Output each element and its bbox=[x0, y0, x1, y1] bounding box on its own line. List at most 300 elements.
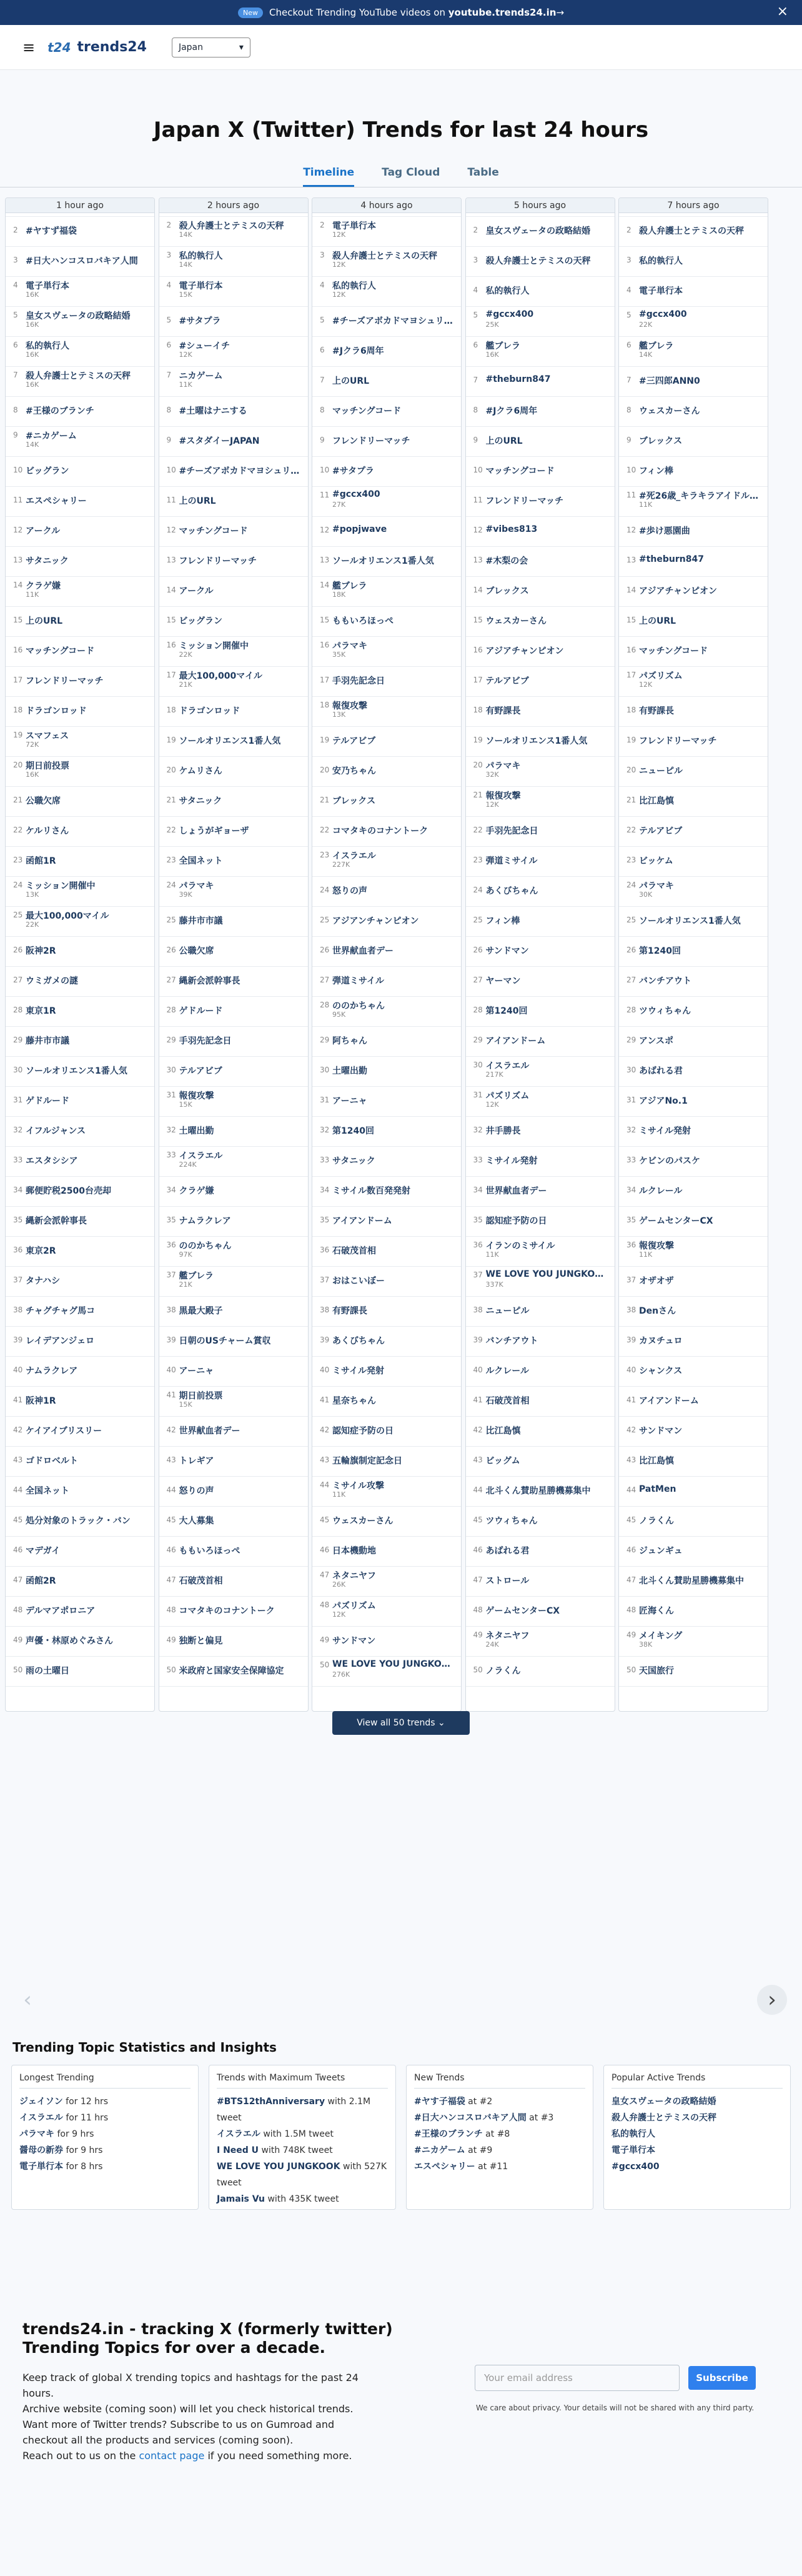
trend-link[interactable]: #死26歳_キラキラアイドル… bbox=[639, 491, 758, 501]
list-item[interactable] bbox=[159, 1057, 308, 1087]
list-item[interactable] bbox=[159, 1117, 308, 1147]
list-item[interactable] bbox=[6, 367, 154, 397]
trend-link[interactable]: #Jクラ6周年 bbox=[332, 346, 384, 356]
trend-link[interactable]: テルアビブ bbox=[332, 736, 376, 746]
trend-link[interactable]: パズリズム bbox=[485, 1091, 530, 1101]
trend-link[interactable]: バンチアウト bbox=[639, 976, 691, 986]
list-item[interactable] bbox=[159, 847, 308, 877]
trend-link[interactable]: ミッション開催中 bbox=[179, 641, 249, 651]
list-item[interactable] bbox=[159, 1417, 308, 1447]
trend-link[interactable]: ケイアイブリスリー bbox=[26, 1426, 102, 1436]
trend-link[interactable]: ナムラクレア bbox=[26, 1366, 78, 1376]
list-item[interactable] bbox=[466, 787, 615, 817]
list-item[interactable] bbox=[466, 1177, 615, 1207]
trend-link[interactable]: クラゲ嫌 bbox=[26, 581, 61, 591]
list-item[interactable] bbox=[6, 1177, 154, 1207]
trend-link[interactable]: #popjwave bbox=[332, 524, 387, 534]
stat-line[interactable]: イスラエル for 11 hrs bbox=[19, 2113, 109, 2123]
trend-link[interactable]: 縄新会派幹事長 bbox=[26, 1216, 87, 1226]
list-item[interactable] bbox=[466, 997, 615, 1027]
list-item[interactable] bbox=[159, 787, 308, 817]
trend-link[interactable]: アジアチャンピオン bbox=[639, 586, 718, 596]
trend-link[interactable]: #チーズアボカドマヨシュリ… bbox=[332, 316, 453, 326]
trend-link[interactable]: 殺人弁護士とテミスの天秤 bbox=[485, 256, 591, 266]
trend-link[interactable]: #theburn847 bbox=[639, 554, 704, 564]
list-item[interactable] bbox=[619, 1207, 768, 1237]
trend-link[interactable]: 石破茂首相 bbox=[485, 1396, 530, 1406]
trend-link[interactable]: ウェスカーさん bbox=[485, 616, 547, 626]
trend-link[interactable]: ソールオリエンス1番人気 bbox=[639, 916, 741, 926]
trend-link[interactable]: トレギア bbox=[179, 1456, 214, 1466]
list-item[interactable] bbox=[6, 697, 154, 727]
list-item[interactable] bbox=[312, 1147, 461, 1177]
trend-link[interactable]: マデガイ bbox=[26, 1546, 61, 1556]
list-item[interactable] bbox=[466, 757, 615, 787]
list-item[interactable] bbox=[312, 1537, 461, 1567]
list-item[interactable] bbox=[619, 907, 768, 937]
trend-link[interactable]: サタニック bbox=[332, 1156, 375, 1166]
list-item[interactable] bbox=[619, 1567, 768, 1597]
list-item[interactable] bbox=[6, 1267, 154, 1297]
trend-link[interactable]: ノラくん bbox=[639, 1516, 674, 1526]
trend-link[interactable]: アイアンドーム bbox=[332, 1216, 392, 1226]
list-item[interactable] bbox=[159, 1177, 308, 1207]
list-item[interactable] bbox=[466, 1087, 615, 1117]
prev-arrow-icon[interactable]: ‹ bbox=[23, 1987, 32, 2012]
trend-link[interactable]: 藤井市市議 bbox=[179, 916, 223, 926]
trend-link[interactable]: 全国ネット bbox=[26, 1486, 69, 1496]
stat-line[interactable]: #王様のブランチ at #8 bbox=[414, 2129, 510, 2139]
trend-link[interactable]: 有野課長 bbox=[332, 1306, 367, 1316]
trend-link[interactable]: ミサイル発射 bbox=[332, 1366, 385, 1376]
trend-link[interactable]: あくびちゃん bbox=[332, 1336, 385, 1346]
trend-link[interactable]: 第1240回 bbox=[639, 946, 681, 956]
list-item[interactable] bbox=[619, 607, 768, 637]
trend-link[interactable]: 私的執行人 bbox=[26, 341, 69, 351]
list-item[interactable] bbox=[619, 517, 768, 547]
trend-link[interactable]: 殺人弁護士とテミスの天秤 bbox=[26, 371, 131, 381]
trend-link[interactable]: マッチングコード bbox=[639, 646, 708, 656]
list-item[interactable] bbox=[159, 1357, 308, 1387]
list-item[interactable] bbox=[6, 277, 154, 307]
list-item[interactable] bbox=[312, 817, 461, 847]
trend-link[interactable]: ビッグム bbox=[485, 1456, 520, 1466]
list-item[interactable] bbox=[466, 247, 615, 277]
list-item[interactable] bbox=[6, 1417, 154, 1447]
trend-link[interactable]: 期日前投票 bbox=[26, 761, 69, 771]
list-item[interactable] bbox=[619, 1507, 768, 1537]
trend-link[interactable]: あばれる君 bbox=[639, 1066, 683, 1076]
trend-link[interactable]: ルクレール bbox=[485, 1366, 529, 1376]
list-item[interactable] bbox=[6, 1057, 154, 1087]
trend-link[interactable]: アイアンドーム bbox=[485, 1036, 546, 1046]
stat-line[interactable]: #日大ハンコスロバキア人間 at #3 bbox=[414, 2113, 554, 2123]
stat-line[interactable]: I Need U with 748K tweet bbox=[217, 2145, 333, 2155]
trend-link[interactable]: ゲドルード bbox=[179, 1006, 223, 1016]
trend-link[interactable]: ジュンギュ bbox=[639, 1546, 683, 1556]
list-item[interactable] bbox=[619, 757, 768, 787]
list-item[interactable] bbox=[466, 1267, 615, 1297]
trend-link[interactable]: フィン棒 bbox=[485, 916, 520, 926]
trend-link[interactable]: 石破茂首相 bbox=[332, 1246, 376, 1256]
trend-link[interactable]: レイデアンジェロ bbox=[26, 1336, 95, 1346]
stat-line[interactable]: 殺人弁護士とテミスの天秤 bbox=[611, 2113, 716, 2123]
stat-line[interactable]: パラマキ for 9 hrs bbox=[19, 2129, 94, 2139]
trend-link[interactable]: 安乃ちゃん bbox=[332, 766, 376, 776]
trend-link[interactable]: #ニカゲーム bbox=[26, 431, 77, 441]
trend-link[interactable]: 弾道ミサイル bbox=[332, 976, 385, 986]
trend-link[interactable]: カヌチュロ bbox=[639, 1336, 683, 1346]
list-item[interactable] bbox=[466, 1447, 615, 1477]
close-icon[interactable]: × bbox=[776, 4, 788, 19]
list-item[interactable] bbox=[6, 757, 154, 787]
trend-link[interactable]: パズリズム bbox=[332, 1601, 376, 1611]
tab-table[interactable]: Table bbox=[467, 166, 499, 179]
trend-link[interactable]: ノラくん bbox=[485, 1666, 521, 1676]
trend-link[interactable]: 大人募集 bbox=[179, 1516, 214, 1526]
list-item[interactable] bbox=[6, 337, 154, 367]
trend-link[interactable]: サンドマン bbox=[485, 946, 529, 956]
list-item[interactable] bbox=[619, 427, 768, 457]
trend-link[interactable]: パラマキ bbox=[179, 881, 214, 891]
list-item[interactable] bbox=[466, 727, 615, 757]
list-item[interactable] bbox=[466, 1537, 615, 1567]
list-item[interactable] bbox=[466, 307, 615, 337]
trend-link[interactable]: 日朝のUSチャーム賞収 bbox=[179, 1336, 271, 1346]
list-item[interactable] bbox=[619, 1387, 768, 1417]
list-item[interactable] bbox=[6, 1537, 154, 1567]
list-item[interactable] bbox=[6, 877, 154, 907]
list-item[interactable] bbox=[159, 1147, 308, 1177]
trend-link[interactable]: ナムラクレア bbox=[179, 1216, 231, 1226]
trend-link[interactable]: 阪神2R bbox=[26, 946, 56, 956]
list-item[interactable] bbox=[159, 637, 308, 667]
trend-link[interactable]: ネタニヤフ bbox=[332, 1571, 376, 1581]
trend-link[interactable]: ゲドルード bbox=[26, 1096, 69, 1106]
trend-link[interactable]: #vibes813 bbox=[485, 524, 538, 534]
trend-link[interactable]: 報復攻撃 bbox=[332, 701, 367, 711]
list-item[interactable] bbox=[466, 637, 615, 667]
trend-link[interactable]: パラマキ bbox=[639, 881, 674, 891]
list-item[interactable] bbox=[159, 547, 308, 577]
trend-link[interactable]: ニカゲーム bbox=[179, 371, 223, 381]
list-item[interactable] bbox=[312, 547, 461, 577]
trend-link[interactable]: アジアNo.1 bbox=[639, 1096, 688, 1106]
trend-link[interactable]: #日大ハンコスロバキア人間 bbox=[26, 256, 138, 266]
list-item[interactable] bbox=[312, 1477, 461, 1507]
trend-link[interactable]: ドラゴンロッド bbox=[26, 706, 87, 716]
list-item[interactable] bbox=[466, 487, 615, 517]
list-item[interactable] bbox=[466, 877, 615, 907]
trend-link[interactable]: サンドマン bbox=[332, 1636, 376, 1646]
trend-link[interactable]: フレンドリーマッチ bbox=[179, 556, 257, 566]
trend-link[interactable]: ニューピル bbox=[639, 766, 683, 776]
trend-link[interactable]: ビッケム bbox=[639, 856, 673, 866]
trend-link[interactable]: ソールオリエンス1番人気 bbox=[332, 556, 434, 566]
list-item[interactable] bbox=[159, 997, 308, 1027]
trend-link[interactable]: 上のURL bbox=[639, 616, 676, 626]
list-item[interactable] bbox=[619, 367, 768, 397]
list-item[interactable] bbox=[159, 277, 308, 307]
list-item[interactable] bbox=[159, 1657, 308, 1687]
list-item[interactable] bbox=[312, 1507, 461, 1537]
list-item[interactable] bbox=[312, 487, 461, 517]
list-item[interactable] bbox=[312, 787, 461, 817]
trend-link[interactable]: 世界献血者デー bbox=[332, 946, 394, 956]
list-item[interactable] bbox=[6, 1087, 154, 1117]
list-item[interactable] bbox=[6, 967, 154, 997]
list-item[interactable] bbox=[312, 457, 461, 487]
list-item[interactable] bbox=[6, 1297, 154, 1327]
list-item[interactable] bbox=[6, 667, 154, 697]
trend-link[interactable]: 報復攻撃 bbox=[179, 1091, 214, 1101]
trend-link[interactable]: 米政府と国家安全保障協定 bbox=[179, 1666, 284, 1676]
list-item[interactable] bbox=[466, 667, 615, 697]
list-item[interactable] bbox=[312, 1447, 461, 1477]
list-item[interactable] bbox=[466, 967, 615, 997]
trend-link[interactable]: ゲームセンターCX bbox=[485, 1606, 560, 1616]
trend-link[interactable]: 弾道ミサイル bbox=[485, 856, 538, 866]
stat-line[interactable]: ジェイソン for 12 hrs bbox=[19, 2097, 109, 2107]
trend-link[interactable]: アークル bbox=[26, 526, 61, 536]
trend-link[interactable]: ツウィちゃん bbox=[485, 1516, 538, 1526]
trend-link[interactable]: 手羽先記念日 bbox=[485, 826, 538, 836]
trend-link[interactable]: #土曜はナニする bbox=[179, 406, 247, 416]
list-item[interactable] bbox=[619, 397, 768, 427]
list-item[interactable] bbox=[466, 907, 615, 937]
list-item[interactable] bbox=[6, 1477, 154, 1507]
site-logo[interactable]: t24 trends24 bbox=[47, 39, 147, 55]
trend-link[interactable]: パラマキ bbox=[485, 761, 521, 771]
trend-link[interactable]: ミサイル攻撃 bbox=[332, 1481, 385, 1491]
trend-link[interactable]: イスラエル bbox=[179, 1151, 223, 1161]
trend-link[interactable]: クラゲ嫌 bbox=[179, 1186, 214, 1196]
trend-link[interactable]: 殺人弁護士とテミスの天秤 bbox=[179, 221, 284, 231]
trend-link[interactable]: 函館1R bbox=[26, 856, 56, 866]
list-item[interactable] bbox=[6, 727, 154, 757]
list-item[interactable] bbox=[312, 367, 461, 397]
list-item[interactable] bbox=[312, 1567, 461, 1597]
list-item[interactable] bbox=[159, 1027, 308, 1057]
trend-link[interactable]: ビッグラン bbox=[26, 466, 69, 476]
trend-link[interactable]: 土曜出勤 bbox=[179, 1126, 214, 1136]
trend-link[interactable]: #theburn847 bbox=[485, 374, 551, 384]
list-item[interactable] bbox=[466, 1657, 615, 1687]
trend-link[interactable]: ケムリさん bbox=[179, 766, 222, 776]
list-item[interactable] bbox=[312, 967, 461, 997]
list-item[interactable] bbox=[619, 1027, 768, 1057]
stat-line[interactable]: WE LOVE YOU JUNGKOOK with 527K tweet bbox=[217, 2162, 387, 2188]
trend-link[interactable]: 公職欠席 bbox=[26, 796, 61, 806]
list-item[interactable] bbox=[159, 1567, 308, 1597]
list-item[interactable] bbox=[159, 1537, 308, 1567]
trend-link[interactable]: 認知症予防の日 bbox=[485, 1216, 547, 1226]
trend-link[interactable]: 縄新会派幹事長 bbox=[179, 976, 240, 986]
list-item[interactable] bbox=[6, 577, 154, 607]
list-item[interactable] bbox=[619, 457, 768, 487]
trend-link[interactable]: 認知症予防の日 bbox=[332, 1426, 394, 1436]
banner-text[interactable]: Checkout Trending YouTube videos on youtube.trends24.in→ bbox=[269, 7, 565, 18]
list-item[interactable] bbox=[6, 637, 154, 667]
trend-link[interactable]: 北斗くん賛助星勝機募集中 bbox=[485, 1486, 591, 1496]
trend-link[interactable]: テルアビブ bbox=[639, 826, 683, 836]
trend-link[interactable]: アジアンチャンピオン bbox=[332, 916, 419, 926]
trend-link[interactable]: #gccx400 bbox=[332, 489, 380, 499]
list-item[interactable] bbox=[159, 457, 308, 487]
list-item[interactable] bbox=[159, 1387, 308, 1417]
trend-link[interactable]: 電子単行本 bbox=[639, 286, 683, 296]
trend-link[interactable]: エスペシャリー bbox=[26, 496, 87, 506]
list-item[interactable] bbox=[6, 1207, 154, 1237]
trend-link[interactable]: WE LOVE YOU JUNGKO… bbox=[485, 1269, 604, 1279]
trend-link[interactable]: 五輪旗制定記念日 bbox=[332, 1456, 402, 1466]
trend-link[interactable]: 土曜出勤 bbox=[332, 1066, 367, 1076]
list-item[interactable] bbox=[619, 1297, 768, 1327]
trend-link[interactable]: ケビンのパスケ bbox=[639, 1156, 700, 1166]
trend-link[interactable]: イスラエル bbox=[332, 851, 376, 861]
list-item[interactable] bbox=[6, 397, 154, 427]
list-item[interactable] bbox=[6, 247, 154, 277]
list-item[interactable] bbox=[159, 757, 308, 787]
stat-line[interactable]: イスラエル with 1.5M tweet bbox=[217, 2129, 334, 2139]
list-item[interactable] bbox=[312, 427, 461, 457]
list-item[interactable] bbox=[6, 457, 154, 487]
trend-link[interactable]: 電子単行本 bbox=[332, 221, 376, 231]
trend-link[interactable]: #ヤすず福袋 bbox=[26, 226, 77, 236]
trend-link[interactable]: フレンドリーマッチ bbox=[332, 436, 410, 446]
trend-link[interactable]: イランのミサイル bbox=[485, 1241, 555, 1251]
trend-link[interactable]: ウェスカーさん bbox=[639, 406, 700, 416]
trend-link[interactable]: 艦ブレラ bbox=[639, 341, 674, 351]
list-item[interactable] bbox=[159, 1297, 308, 1327]
list-item[interactable] bbox=[619, 217, 768, 247]
list-item[interactable] bbox=[312, 247, 461, 277]
tab-tag-cloud[interactable]: Tag Cloud bbox=[382, 166, 440, 179]
list-item[interactable] bbox=[466, 1357, 615, 1387]
list-item[interactable] bbox=[466, 1507, 615, 1537]
trend-link[interactable]: 天国旅行 bbox=[639, 1666, 674, 1676]
list-item[interactable] bbox=[312, 1417, 461, 1447]
trend-link[interactable]: あばれる君 bbox=[485, 1546, 530, 1556]
trend-link[interactable]: フレンドリーマッチ bbox=[26, 676, 104, 686]
trend-link[interactable]: しょうがギョーザ bbox=[179, 826, 249, 836]
list-item[interactable] bbox=[312, 877, 461, 907]
trend-link[interactable]: #サタプラ bbox=[179, 316, 221, 326]
trend-link[interactable]: エスタシシア bbox=[26, 1156, 78, 1166]
trend-link[interactable]: ミサイル発射 bbox=[639, 1126, 691, 1136]
list-item[interactable] bbox=[619, 997, 768, 1027]
menu-icon[interactable]: ≡ bbox=[22, 38, 36, 56]
trend-link[interactable]: #三四郎ANN0 bbox=[639, 376, 700, 386]
list-item[interactable] bbox=[159, 1627, 308, 1657]
trend-link[interactable]: #歩け悪園曲 bbox=[639, 526, 690, 536]
list-item[interactable] bbox=[619, 1057, 768, 1087]
trend-link[interactable]: ソールオリエンス1番人気 bbox=[26, 1066, 127, 1076]
stat-line[interactable]: 皇女スヴェータの政略結婚 bbox=[611, 2097, 716, 2107]
list-item[interactable] bbox=[6, 817, 154, 847]
list-item[interactable] bbox=[312, 337, 461, 367]
trend-link[interactable]: ミッション開催中 bbox=[26, 881, 96, 891]
list-item[interactable] bbox=[466, 817, 615, 847]
trend-link[interactable]: ケルリさん bbox=[26, 826, 69, 836]
trend-link[interactable]: ももいろほっぺ bbox=[332, 616, 394, 626]
list-item[interactable] bbox=[619, 307, 768, 337]
list-item[interactable] bbox=[159, 337, 308, 367]
list-item[interactable] bbox=[6, 217, 154, 247]
list-item[interactable] bbox=[466, 1027, 615, 1057]
list-item[interactable] bbox=[466, 517, 615, 547]
list-item[interactable] bbox=[466, 1057, 615, 1087]
trend-link[interactable]: ゴドロベルト bbox=[26, 1456, 78, 1466]
list-item[interactable] bbox=[619, 1657, 768, 1687]
list-item[interactable] bbox=[312, 277, 461, 307]
list-item[interactable] bbox=[619, 1177, 768, 1207]
trend-link[interactable]: ももいろほっぺ bbox=[179, 1546, 240, 1556]
trend-link[interactable]: 殺人弁護士とテミスの天秤 bbox=[639, 226, 744, 236]
list-item[interactable] bbox=[6, 1657, 154, 1687]
list-item[interactable] bbox=[619, 697, 768, 727]
list-item[interactable] bbox=[619, 637, 768, 667]
trend-link[interactable]: 独断と偏見 bbox=[179, 1636, 223, 1646]
list-item[interactable] bbox=[619, 1627, 768, 1657]
list-item[interactable] bbox=[312, 697, 461, 727]
trend-link[interactable]: ブレックス bbox=[639, 436, 683, 446]
list-item[interactable] bbox=[159, 667, 308, 697]
list-item[interactable] bbox=[312, 1057, 461, 1087]
list-item[interactable] bbox=[159, 1447, 308, 1477]
list-item[interactable] bbox=[466, 1237, 615, 1267]
list-item[interactable] bbox=[159, 967, 308, 997]
list-item[interactable] bbox=[159, 877, 308, 907]
list-item[interactable] bbox=[619, 547, 768, 577]
trend-link[interactable]: アンスポ bbox=[639, 1036, 674, 1046]
trend-link[interactable]: ミサイル数百発発射 bbox=[332, 1186, 411, 1196]
list-item[interactable] bbox=[619, 1447, 768, 1477]
list-item[interactable] bbox=[619, 1597, 768, 1627]
list-item[interactable] bbox=[6, 1447, 154, 1477]
trend-link[interactable]: Denさん bbox=[639, 1306, 676, 1316]
list-item[interactable] bbox=[6, 997, 154, 1027]
stat-line[interactable]: #gccx400 bbox=[611, 2162, 660, 2172]
trend-link[interactable]: サタニック bbox=[26, 556, 69, 566]
list-item[interactable] bbox=[159, 427, 308, 457]
trend-link[interactable]: WE LOVE YOU JUNGKO… bbox=[332, 1659, 450, 1669]
stat-line[interactable]: エスペシャリー at #11 bbox=[414, 2162, 508, 2172]
list-item[interactable] bbox=[312, 667, 461, 697]
trend-link[interactable]: ドラゴンロッド bbox=[179, 706, 240, 716]
trend-link[interactable]: サタニック bbox=[179, 796, 222, 806]
trend-link[interactable]: 全国ネット bbox=[179, 856, 223, 866]
trend-link[interactable]: ののかちゃん bbox=[179, 1241, 232, 1251]
trend-link[interactable]: ソールオリエンス1番人気 bbox=[485, 736, 588, 746]
list-item[interactable] bbox=[312, 1657, 461, 1687]
list-item[interactable] bbox=[619, 937, 768, 967]
next-arrow-icon[interactable]: › bbox=[757, 1985, 787, 2015]
list-item[interactable] bbox=[466, 1387, 615, 1417]
trend-link[interactable]: フィン棒 bbox=[639, 466, 673, 476]
tab-timeline[interactable]: Timeline bbox=[303, 166, 354, 187]
trend-link[interactable]: 上のURL bbox=[332, 376, 370, 386]
trend-link[interactable]: あくびちゃん bbox=[485, 886, 538, 896]
trend-link[interactable]: 比江島慎 bbox=[639, 796, 674, 806]
trend-link[interactable]: 郵便貯税2500台売却 bbox=[26, 1186, 111, 1196]
trend-link[interactable]: 世界献血者デー bbox=[179, 1426, 240, 1436]
list-item[interactable] bbox=[466, 457, 615, 487]
trend-link[interactable]: 皇女スヴェータの政略結婚 bbox=[485, 226, 590, 236]
list-item[interactable] bbox=[466, 1207, 615, 1237]
list-item[interactable] bbox=[6, 1627, 154, 1657]
list-item[interactable] bbox=[466, 367, 615, 397]
